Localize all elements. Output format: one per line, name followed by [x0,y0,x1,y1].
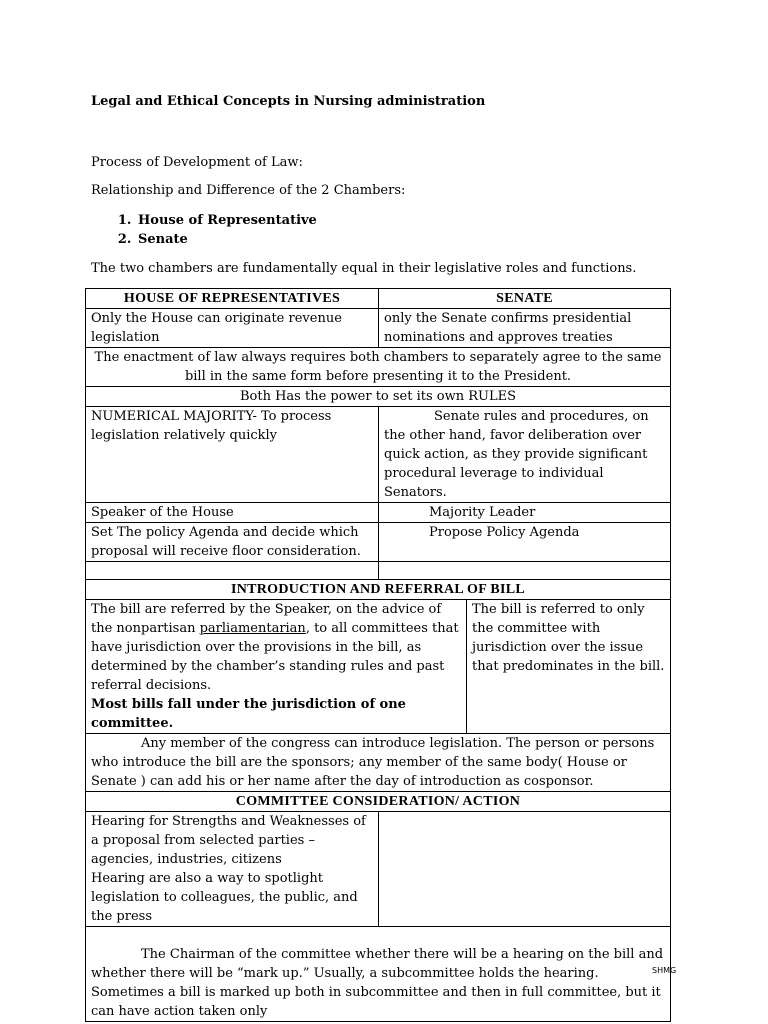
table-cell: Majority Leader [379,503,671,523]
senate-column-header: SENATE [379,289,671,309]
footer-text: SHMG [652,966,677,975]
table-cell [379,812,671,927]
table-cell [86,600,467,734]
document-title: Legal and Ethical Concepts in Nursing administration [91,94,486,109]
table-cell [379,562,671,580]
senate-rules-text: Senate rules and procedures, on the other hand, favor deliberation over quick action, as they provide significant procedural leverage to individual Senators. [384,409,649,500]
intro-referral-header: INTRODUCTION AND REFERRAL OF BILL [86,580,671,600]
table-cell: The bill is referred to only the committee with jurisdiction over the issue that predominates in the bill. [467,600,671,734]
referral-bold-note: Most bills fall under the jurisdiction of one committee. [91,697,406,731]
committee-header: COMMITTEE CONSIDERATION/ ACTION [86,792,671,812]
table-cell [86,812,379,927]
hearing-text: Hearing are also a way to spotlight legislation to colleagues, the public, and the press [91,871,358,924]
table-cell: Both Has the power to set its own RULES [86,387,671,407]
table-cell [86,734,671,792]
list-item: 2. Senate [136,230,317,249]
house-column-header: HOUSE OF REPRESENTATIVES [86,289,379,309]
table-cell: only the Senate confirms presidential nominations and approves treaties [379,309,671,348]
relationship-heading: Relationship and Difference of the 2 Chambers: [91,183,406,198]
chairman-text: The Chairman of the committee whether there will be a hearing on the bill and whether there will be “mark up.” Usually, a subcommittee holds the hearing. Sometimes a bill is marked up both in subcommittee and then in full committee, but it can have action taken only [91,947,664,1019]
hearing-text: Hearing for Strengths and Weaknesses of a proposal from selected parties – agencies, industries, citizens [91,814,366,867]
chambers-table [85,288,671,1022]
process-heading: Process of Development of Law: [91,155,303,170]
table-cell: Set The policy Agenda and decide which proposal will receive floor consideration. [86,523,379,562]
referral-text: The bill are referred by the Speaker, on the advice of the nonpartisan [91,602,442,636]
sponsors-text: Any member of the congress can introduce legislation. The person or persons who introduce the bill are the sponsors; any member of the same body( House or Senate ) can add his or her name after the day of introduction as cosponsor. [91,736,655,789]
table-cell: Propose Policy Agenda [379,523,671,562]
table-cell [86,927,671,1022]
intro-sentence: The two chambers are fundamentally equal in their legislative roles and functions. [91,261,637,276]
chambers-list [91,211,317,249]
table-cell [86,562,379,580]
parliamentarian-link[interactable]: parliamentarian [199,621,306,636]
table-cell: The enactment of law always requires both chambers to separately agree to the same bill in the same form before presenting it to the President. [86,348,671,387]
table-cell [379,407,671,503]
table-cell: Speaker of the House [86,503,379,523]
referral-text: , to all committees that have jurisdiction over the provisions in the bill, as determined by the chamber’s standing rules and past referral decisions. [91,621,459,693]
list-item: 1. House of Representative [136,211,317,230]
table-cell: Only the House can originate revenue legislation [86,309,379,348]
table-cell: NUMERICAL MAJORITY- To process legislation relatively quickly [86,407,379,503]
